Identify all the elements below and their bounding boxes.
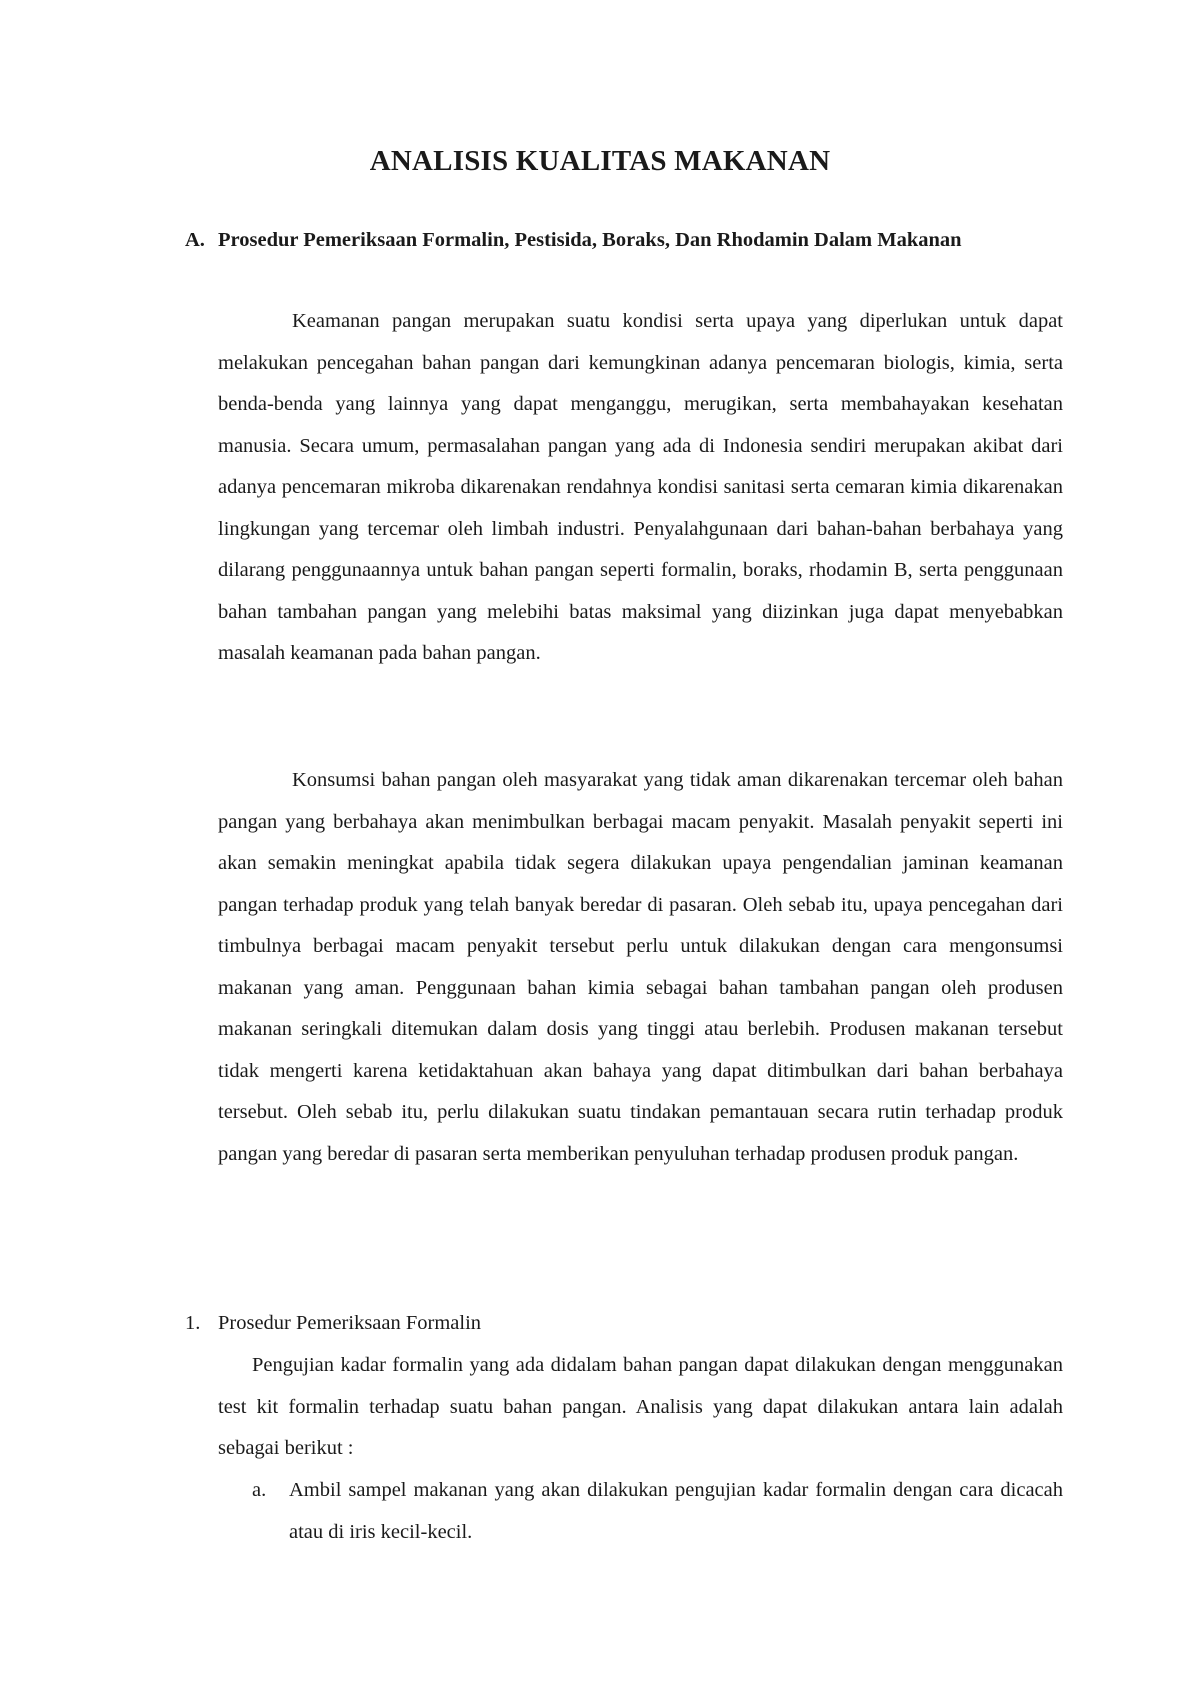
section-a-marker: A. bbox=[185, 229, 205, 251]
list-item-text: Ambil sampel makanan yang akan dilakukan pengujian kadar formalin dengan cara dicacah atau di iris kecil-kecil. bbox=[289, 1479, 1063, 1543]
list-item-letter: a. bbox=[252, 1479, 267, 1501]
item-number: 1. bbox=[185, 1312, 201, 1334]
list-item-a bbox=[252, 1470, 1063, 1553]
item-1-intro: Pengujian kadar formalin yang ada didalam bahan pangan dapat dilakukan dengan menggunakan test kit formalin terhadap suatu bahan pangan. Analisis yang dapat dilakukan antara lain adalah sebagai berikut : bbox=[218, 1354, 1063, 1459]
paragraph-text: Konsumsi bahan pangan oleh masyarakat yang tidak aman dikarenakan tercemar oleh bahan pangan yang berbahaya akan menimbulkan berbagai macam penyakit. Masalah penyakit seperti ini akan semakin meningkat apabila tidak segera dilakukan upaya pengendalian jaminan keamanan pangan terhadap produk yang telah banyak beredar di pasaran. Oleh sebab itu, upaya pencegahan dari timbulnya berbagai macam penyakit tersebut perlu untuk dilakukan dengan cara mengonsumsi makanan yang aman. Penggunaan bahan kimia sebagai bahan tambahan pangan oleh produsen makanan seringkali ditemukan dalam dosis yang tinggi atau berlebih. Produsen makanan tersebut tidak mengerti karena ketidaktahuan akan bahaya yang dapat ditimbulkan dari bahan berbahaya tersebut. Oleh sebab itu, perlu dilakukan suatu tindakan pemantauan secara rutin terhadap produk pangan yang beredar di pasaran serta memberikan penyuluhan terhadap produsen produk pangan. bbox=[218, 769, 1063, 1165]
paragraph-text: Keamanan pangan merupakan suatu kondisi serta upaya yang diperlukan untuk dapat melakukan pencegahan bahan pangan dari kemungkinan adanya pencemaran biologis, kimia, serta benda-benda yang lainnya yang dapat menganggu, merugikan, serta membahayakan kesehatan manusia. Secara umum, permasalahan pangan yang ada di Indonesia sendiri merupakan akibat dari adanya pencemaran mikroba dikarenakan rendahnya kondisi sanitasi serta cemaran kimia dikarenakan lingkungan yang tercemar oleh limbah industri. Penyalahgunaan dari bahan-bahan berbahaya yang dilarang penggunaannya untuk bahan pangan seperti formalin, boraks, rhodamin B, serta penggunaan bahan tambahan pangan yang melebihi batas maksimal yang diizinkan juga dapat menyebabkan masalah keamanan pada bahan pangan. bbox=[218, 310, 1063, 664]
document-title: ANALISIS KUALITAS MAKANAN bbox=[369, 145, 831, 177]
section-a-paragraph-1 bbox=[218, 301, 1063, 675]
item-label: Prosedur Pemeriksaan Formalin bbox=[218, 1312, 482, 1334]
section-a-title: Prosedur Pemeriksaan Formalin, Pestisida, Boraks, Dan Rhodamin Dalam Makanan bbox=[218, 229, 962, 251]
section-a-heading bbox=[185, 220, 1065, 261]
section-a-paragraph-2 bbox=[218, 760, 1063, 1175]
numbered-item-1 bbox=[185, 1303, 1065, 1345]
